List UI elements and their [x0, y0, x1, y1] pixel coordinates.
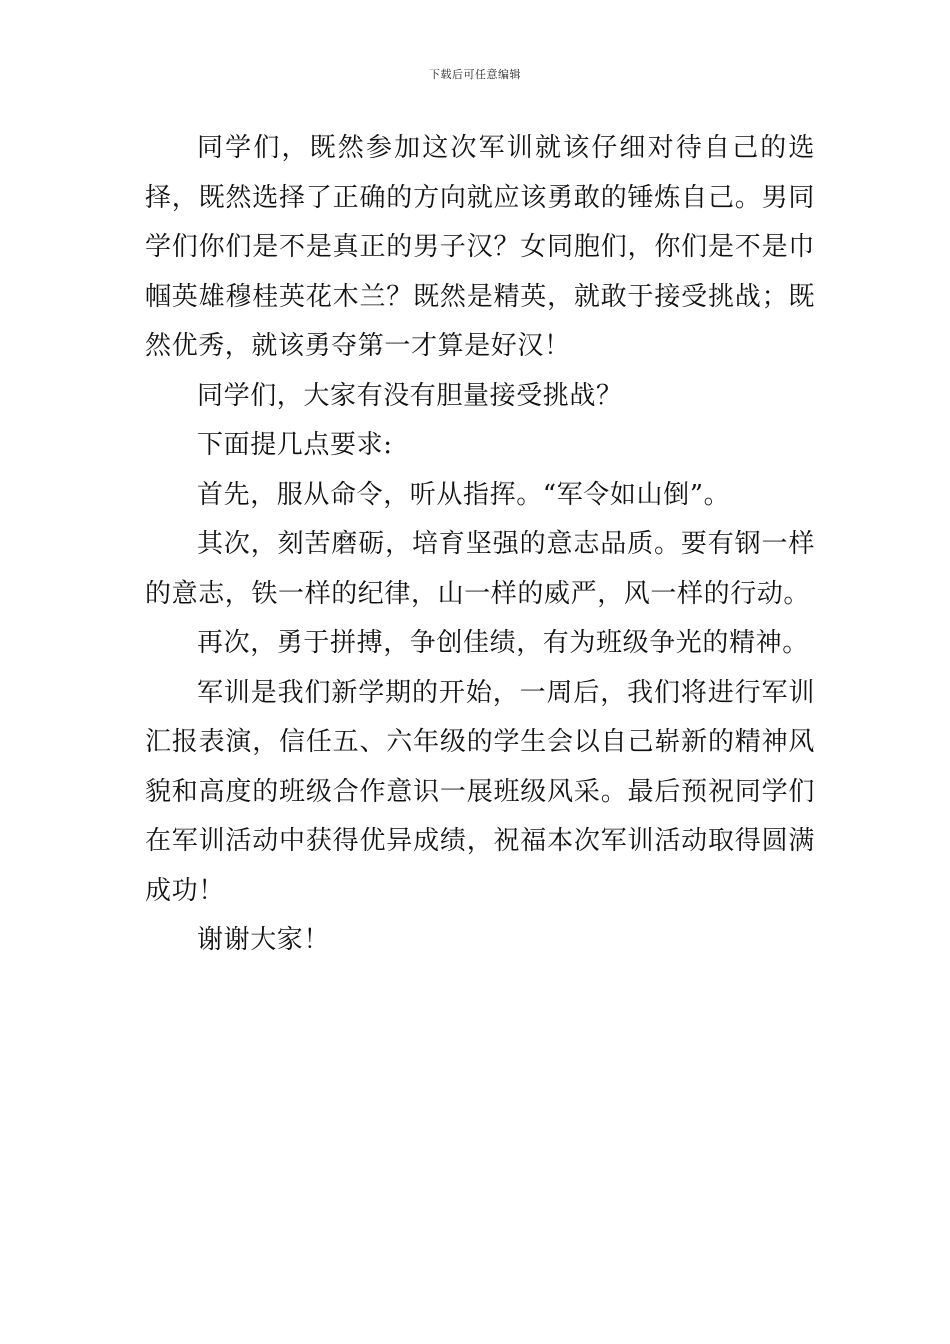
paragraph-closing: 军训是我们新学期的开始，一周后，我们将进行军训汇报表演，信任五、六年级的学生会以自己崭新的精神风貌和高度的班级合作意识一展班级风采。最后预祝同学们在军训活动中获得优异成绩，祝福本次军训活动取得圆满成功！: [145, 677, 815, 906]
paragraph-question: 同学们，大家有没有胆量接受挑战？: [197, 380, 623, 411]
paragraph-third: 再次，勇于拼搏，争创佳绩，有为班级争光的精神。: [197, 628, 809, 658]
paragraph-first: 首先，服从命令，听从指挥。“军令如山倒”。: [197, 479, 731, 510]
paragraph-second: 其次，刻苦磨砺，培育坚强的意志品质。要有钢一样的意志，铁一样的纪律，山一样的威严，风一样的行动。: [145, 529, 815, 609]
document-body: [145, 124, 815, 966]
header-note: 下载后可任意编辑: [429, 68, 521, 81]
paragraph-challenge: 同学们，既然参加这次军训就该仔细对待自己的选择，既然选择了正确的方向就应该勇敢的锤炼自己。男同学们你们是不是真正的男子汉？女同胞们，你们是不是巾帼英雄穆桂英花木兰？既然是精英，就敢于接受挑战；既然优秀，就该勇夺第一才算是好汉！: [145, 133, 815, 361]
paragraph-requirements-intro: 下面提几点要求:: [197, 430, 393, 460]
paragraph-thanks: 谢谢大家！: [197, 925, 331, 955]
